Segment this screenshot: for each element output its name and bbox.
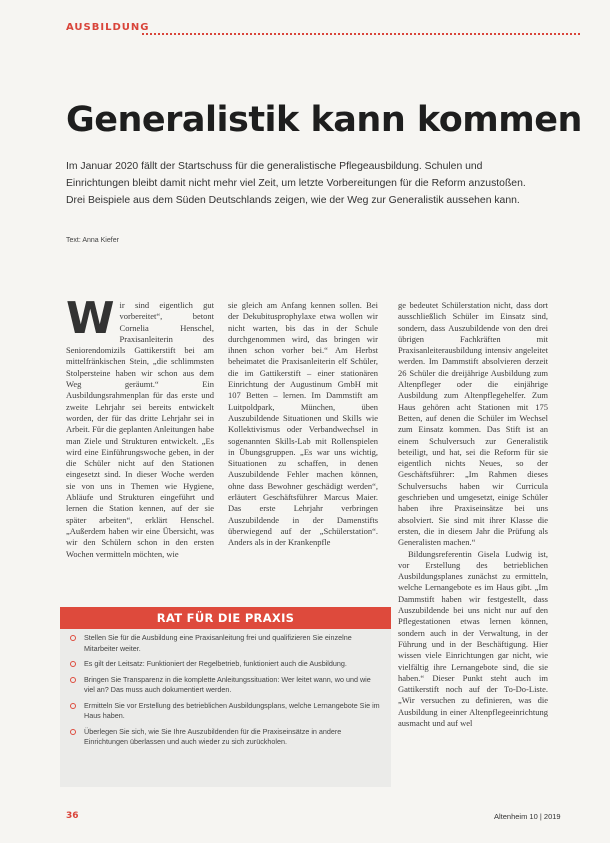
bullet-icon <box>70 677 76 683</box>
bullet-icon <box>70 729 76 735</box>
drop-cap: W <box>66 300 115 344</box>
tip-list <box>60 629 391 748</box>
article-title: Generalistik kann kommen <box>66 100 582 140</box>
list-item: Überlegen Sie sich, wie Sie Ihre Auszubildenden für die Praxiseinsätze in andere Einrichtungen überlassen und auch wieder zu sich zurückholen. <box>70 727 381 748</box>
byline: Text: Anna Kiefer <box>66 237 119 244</box>
list-item: Ermitteln Sie vor Erstellung des betrieblichen Ausbildungsplans, welche Lernangebote Sie im Haus haben. <box>70 701 381 722</box>
bullet-icon <box>70 703 76 709</box>
column-1-text: ir sind eigentlich gut vorbereitet“, betont Cornelia Henschel, Praxisanleiterin des Seniorendomizils Gattikerstift bei am mittelfränkischen Stein, „die schlimmsten Stolpersteine haben wir schon aus dem Weg geräumt.“ Ein Ausbildungsrahmenplan für das erste und zweite Lehrjahr sei bereits entwickelt worden, der für das dritte Lehrjahr sei in Arbeit. Für die geplanten Anleitungen habe man Ziele und Strukturen entwickelt. „Es wird eine Einführungswoche geben, in der die Schüler nicht auf den Stationen eingesetzt sind. In dieser Woche werden sie von uns in Themen wie Hygiene, Abläufe und Strukturen eingeführt und lernen die Station kennen, auf der sie später arbeiten“, erklärt Henschel. „Außerdem haben wir eine Übersicht, was wir den Schülern schon in den ersten Wochen vermitteln möchten, wie <box>66 300 214 559</box>
list-item: Bringen Sie Transparenz in die komplette Anleitungssituation: Wer leitet wann, wo und wie viel an? Das muss auch dokumentiert werden. <box>70 675 381 696</box>
body-column-3 <box>398 300 548 800</box>
bullet-icon <box>70 661 76 667</box>
page-number: 36 <box>66 811 79 821</box>
tip-box-heading: RAT FÜR DIE PRAXIS <box>60 607 391 629</box>
column-2-text: sie gleich am Anfang kennen sollen. Bei der Dekubitusprophylaxe etwa wollen wir nicht warten, bis das in der Schule durchgenommen wird, das bringen wir ihnen schon vorher bei.“ Am Herbst beheimatet die Praxisanleiterin elf Schüler, die im Gattikerstift – einer stationären Einrichtung der Augustinum GmbH mit 107 Betten – lernen. Im Dammstift am Luitpoldpark, München, üben Auszubildende Situationen und Skills wie Kollektivismus oder Verbandwechsel in sogenannten Skills-Lab mit Rollenspielen in Übungsgruppen. „Es war uns wichtig, Situationen zu schaffen, in denen Auszubildende Fehler machen können, ohne dass Bewohner geschädigt werden“, erläutert Geschäftsführer Marcus Maier. Das erste Lehrjahr verbringen Auszubildende in der Damenstifts überwiegend auf der „Schülerstation“. Anders als in der Krankenpfle <box>228 300 378 548</box>
column-3-paragraph-2: Bildungsreferentin Gisela Ludwig ist, vor Erstellung des betrieblichen Ausbildungsplanes zunächst zu ermitteln, welche Lernangebote es im Haus gibt. „Im Dammstift haben wir festgestellt, dass Auszubildende bei uns nicht nur auf den Pflegestationen etwas lernen können, sondern auch in der Verwaltung, in der Führung und in der Beschäftigung. Hier wissen viele Einrichtungen gar nicht, wie vielfältig ihre Lernangebote sind, die sie haben.“ Dieser Punkt steht auch im Gattikerstift noch auf der To-Do-Liste. „Wir versuchen zu definieren, was die Ausbildung in einer Altenpflegeeinrichtung ausmacht und auf wel <box>398 548 548 728</box>
publication-info: Altenheim 10 | 2019 <box>494 812 561 821</box>
body-column-1 <box>66 300 214 600</box>
list-item: Es gilt der Leitsatz: Funktioniert der Regelbetrieb, funktioniert auch die Ausbildung. <box>70 659 381 670</box>
body-column-2 <box>228 300 378 600</box>
section-divider <box>142 33 580 35</box>
bullet-icon <box>70 635 76 641</box>
section-label: AUSBILDUNG <box>66 22 150 33</box>
tip-box <box>60 607 391 787</box>
column-3-paragraph-1: ge bedeutet Schülerstation nicht, dass dort ausschließlich Schüler im Einsatz sind, sondern, dass Auszubildende von den drei übrigen Fachkräften mit Praxisanleiterausbildung intensiv angeleitet werden. Im Dammstift absolvieren derzeit 26 Schüler die dreijährige Ausbildung zum Altenpfleger oder die einjährige Ausbildung zum Altenpflegehelfer. Zum Haus gehören acht Stationen mit 175 Betten, auf denen die Schüler im Wechsel zum Einsatz kommen. Das Stift ist an einem Schulversuch zur Generalistik beteiligt, und hat, sei die Reform für sie eigentlich nichts Neues, so der Geschäftsführer: „Im Rahmen dieses Schulversuchs haben wir Curricula geschrieben und umgesetzt, einige Schüler haben ihre Praxiseinsätze bei uns absolviert. Sie sind mit ihrer Klasse die ersten, die in diesem Jahr die Prüfung als Generalisten machen.“ <box>398 300 548 548</box>
list-item: Stellen Sie für die Ausbildung eine Praxisanleitung frei und qualifizieren Sie einzelne Mitarbeiter weiter. <box>70 633 381 654</box>
article-intro: Im Januar 2020 fällt der Startschuss für die generalistische Pflegeausbildung. Schulen und Einrichtungen bleibt damit nicht mehr viel Zeit, um letzte Vorbereitungen für die Reform anzustoßen. Drei Beispiele aus dem Süden Deutschlands zeigen, wie der Weg zur Generalistik aussehen kann. <box>66 161 526 206</box>
